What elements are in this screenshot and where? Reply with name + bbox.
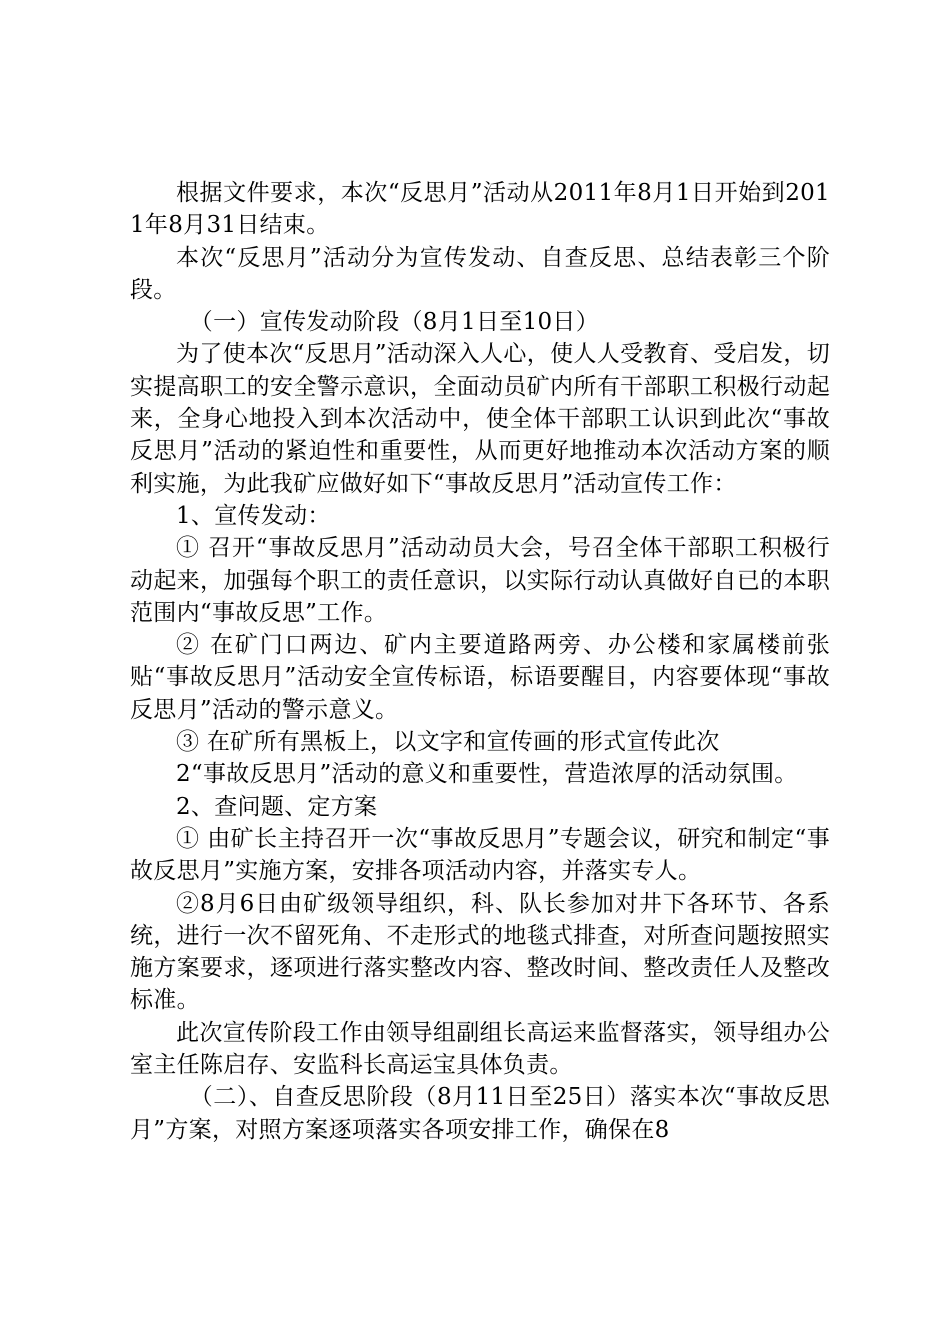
- paragraph-responsibility: 此次宣传阶段工作由领导组副组长高运来监督落实，领导组办公室主任陈启存、安监科长高运宝具体负责。: [130, 1019, 830, 1079]
- paragraph-activity-significance: 2“事故反思月”活动的意义和重要性，营造浓厚的活动氛围。: [176, 761, 798, 788]
- list-item-inspection: ②8月6日由矿级领导组织，科、队长参加对井下各环节、各系统，进行一次不留死角、不走形式的地毯式排查，对所查问题按照实施方案要求，逐项进行落实整改内容、整改时间、整改责任人及整改标准。: [130, 890, 830, 1014]
- paragraph-activity-period: 根据文件要求，本次“反思月”活动从2011年8月1日开始到2011年8月31日结束。: [130, 180, 830, 239]
- heading-publicity-stage: （一）宣传发动阶段（8月1日至10日）: [189, 309, 600, 336]
- paragraph-publicity-purpose: 为了使本次“反思月”活动深入人心，使人人受教育、受启发，切实提高职工的安全警示意识，全面动员矿内所有干部职工积极行动起来，全身心地投入到本次活动中，使全体干部职工认识到此次“事故反思月”活动的紧迫性和重要性，从而更好地推动本次活动方案的顺利实施，为此我矿应做好如下“事故反思月”活动宣传工作：: [130, 341, 830, 497]
- document-body: [130, 177, 830, 1146]
- list-item-blackboards: ③ 在矿所有黑板上，以文字和宣传画的形式宣传此次: [176, 729, 720, 756]
- list-item-mobilization-meeting: ① 召开“事故反思月”活动动员大会，号召全体干部职工积极行动起来，加强每个职工的责任意识，以实际行动认真做好自已的本职范围内“事故反思”工作。: [130, 535, 830, 626]
- heading-self-reflection-stage: （二）、自查反思阶段（8月11日至25日）落实本次“事故反思月”方案，对照方案逐项落实各项安排工作，确保在8: [130, 1084, 830, 1143]
- paragraph-activity-stages: 本次“反思月”活动分为宣传发动、自查反思、总结表彰三个阶段。: [130, 244, 830, 303]
- list-item-special-meeting: ① 由矿长主持召开一次“事故反思月”专题会议，研究和制定“事故反思月”实施方案，安排各项活动内容，并落实专人。: [130, 825, 830, 885]
- subheading-find-problems: 2、查问题、定方案: [176, 793, 378, 820]
- list-item-slogans: ② 在矿门口两边、矿内主要道路两旁、办公楼和家属楼前张贴“事故反思月”活动安全宣传标语，标语要醒目，内容要体现“事故反思月”活动的警示意义。: [130, 632, 830, 723]
- subheading-publicity-mobilization: 1、宣传发动：: [176, 502, 331, 529]
